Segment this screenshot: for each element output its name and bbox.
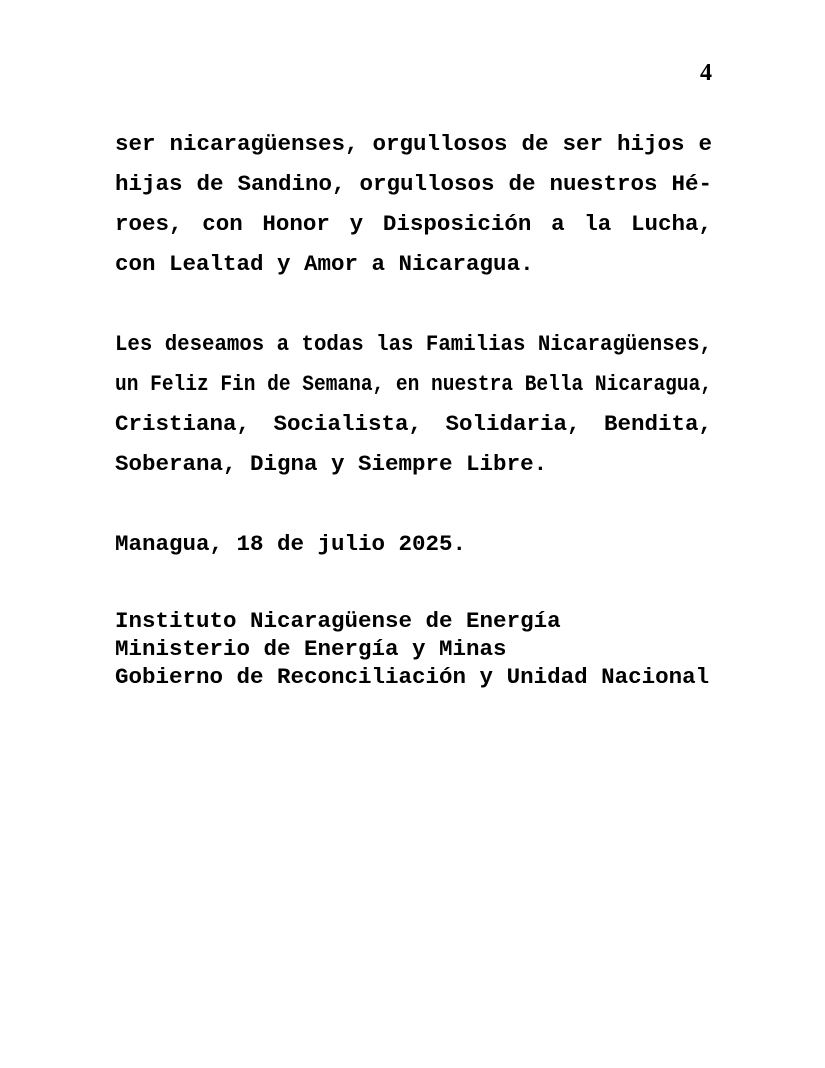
paragraph xyxy=(115,124,712,284)
paragraphs xyxy=(115,124,712,484)
signature-line: Gobierno de Reconciliación y Unidad Nacional xyxy=(115,664,710,690)
text-line: Cristiana, Socialista, Solidaria, Bendita, xyxy=(115,411,712,437)
signature-line: Instituto Nicaragüense de Energía xyxy=(115,608,561,634)
text-line: roes, con Honor y Disposición a la Lucha, xyxy=(115,211,712,237)
page-number: 4 xyxy=(700,60,712,86)
date-line: Managua, 18 de julio 2025. xyxy=(115,531,467,557)
text-line: ser nicaragüenses, orgullosos de ser hijos e xyxy=(115,131,712,157)
signature-line: Ministerio de Energía y Minas xyxy=(115,636,507,662)
text-line: un Feliz Fin de Semana, en nuestra Bella Nicaragua, xyxy=(115,371,712,397)
paragraph xyxy=(115,324,712,484)
document-body xyxy=(115,124,712,564)
text-line: Les deseamos a todas las Familias Nicaragüenses, xyxy=(115,331,712,357)
signature-block xyxy=(115,607,712,691)
text-line: Soberana, Digna y Siempre Libre. xyxy=(115,451,548,477)
text-line: con Lealtad y Amor a Nicaragua. xyxy=(115,251,534,277)
text-line: hijas de Sandino, orgullosos de nuestros Hé- xyxy=(115,171,712,197)
